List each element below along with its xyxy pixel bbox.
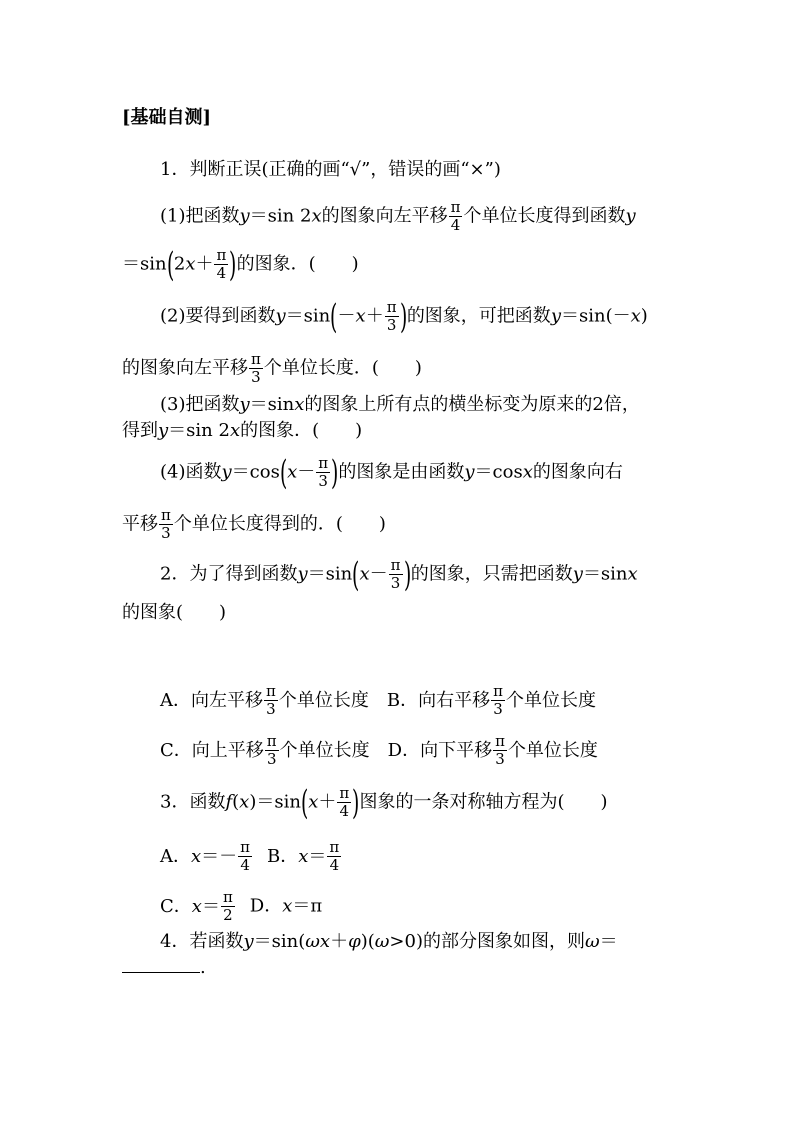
fraction: $\frac{\pi}{4}$	[216, 246, 227, 282]
q2-option-c[interactable]: C．向上平移 $\frac{\pi}{3}$ 个单位长度	[160, 732, 370, 768]
question-1-stem: 1．判断正误(正确的画“√”，错误的画“×”)	[160, 159, 501, 180]
left-paren: (	[279, 452, 288, 493]
left-paren: (	[166, 244, 174, 285]
section-title: [基础自测]	[122, 107, 212, 128]
fraction: $\frac{\pi}{3}$	[266, 732, 277, 768]
q2-option-d[interactable]: D．向下平移 $\frac{\pi}{3}$ 个单位长度	[387, 732, 598, 768]
fraction: $\frac{\pi}{3}$	[390, 556, 401, 592]
question-4-answer-line: .	[122, 954, 794, 980]
question-2-stem: 2．为了得到函数y＝sin(x－ $\frac{\pi}{3}$ )的图象，只需把函数y＝sinx	[160, 554, 638, 595]
q2-options-row-2	[160, 733, 794, 768]
left-paren: (	[330, 296, 338, 337]
question-4-stem: 4．若函数y＝sin(ωx＋φ)(ω>0)的部分图象如图，则ω＝	[160, 931, 618, 952]
q1-statement-4: (4)函数y＝cos(x－ $\frac{\pi}{3}$ )的图象是由函数y＝cosx的图象向右	[160, 452, 623, 493]
fraction: $\frac{\pi}{3}$	[493, 682, 503, 718]
q2-option-b[interactable]: B．向右平移 $\frac{\pi}{3}$ 个单位长度	[386, 682, 596, 718]
fraction: $\frac{\pi}{4}$	[339, 784, 350, 820]
fraction: $\frac{\pi}{2}$	[222, 888, 233, 924]
fraction: $\frac{\pi}{3}$	[318, 454, 329, 490]
fraction: $\frac{\pi}{3}$	[495, 732, 505, 768]
q1-statement-1: (1)把函数y＝sin 2x的图象向左平移 $\frac{\pi}{4}$ 个单位长度得到函数y	[160, 198, 636, 234]
right-paren: )	[331, 452, 339, 493]
q2-options-row-1	[160, 683, 794, 718]
fraction: $\frac{\pi}{3}$	[386, 298, 397, 334]
q2-option-a[interactable]: A．向左平移 $\frac{\pi}{3}$ 个单位长度	[160, 682, 369, 718]
question-3-stem: 3．函数f(x)＝sin(x＋ $\frac{\pi}{4}$ )图象的一条对称轴方程为( )	[160, 782, 608, 823]
q1-statement-1-cont: ＝sin(2x＋ $\frac{\pi}{4}$ )的图象．( )	[122, 244, 359, 285]
right-paren: )	[352, 782, 360, 823]
right-paren: )	[399, 296, 407, 337]
right-paren: )	[229, 244, 237, 285]
q1-statement-4-cont: 平移 $\frac{\pi}{3}$ 个单位长度得到的．( )	[122, 506, 386, 542]
question-2-stem-cont: 的图象( )	[122, 602, 227, 623]
q3-option-c[interactable]: C．x＝ $\frac{\pi}{2}$	[160, 888, 233, 924]
q1-statement-2: (2)要得到函数y＝sin(－x＋ $\frac{\pi}{3}$ )的图象，可把函数y＝sin(－x)	[160, 296, 648, 337]
q3-options-row-1	[160, 839, 794, 874]
answer-blank[interactable]	[122, 954, 200, 973]
fraction: $\frac{\pi}{4}$	[329, 838, 340, 874]
q1-statement-3: (3)把函数y＝sinx的图象上所有点的横坐标变为原来的2倍，	[160, 394, 640, 415]
fraction: $\frac{\pi}{3}$	[161, 506, 171, 542]
left-paren: (	[352, 554, 360, 595]
q3-options-row-2	[160, 889, 794, 924]
q3-option-a[interactable]: A．x＝－ $\frac{\pi}{4}$	[160, 838, 251, 874]
q1-statement-3-cont: 得到y＝sin 2x的图象．( )	[122, 420, 363, 441]
q3-option-b[interactable]: B．x＝ $\frac{\pi}{4}$	[267, 838, 340, 874]
q1-statement-2-cont: 的图象向左平移 $\frac{\pi}{3}$ 个单位长度．( )	[122, 350, 422, 386]
left-paren: (	[300, 782, 309, 823]
fraction: $\frac{\pi}{4}$	[450, 198, 461, 234]
q3-option-d[interactable]: D．x＝π	[249, 895, 323, 917]
fraction: $\frac{\pi}{3}$	[266, 682, 276, 718]
right-paren: )	[403, 554, 411, 595]
fraction: $\frac{\pi}{4}$	[240, 838, 251, 874]
fraction: $\frac{\pi}{3}$	[251, 350, 261, 386]
